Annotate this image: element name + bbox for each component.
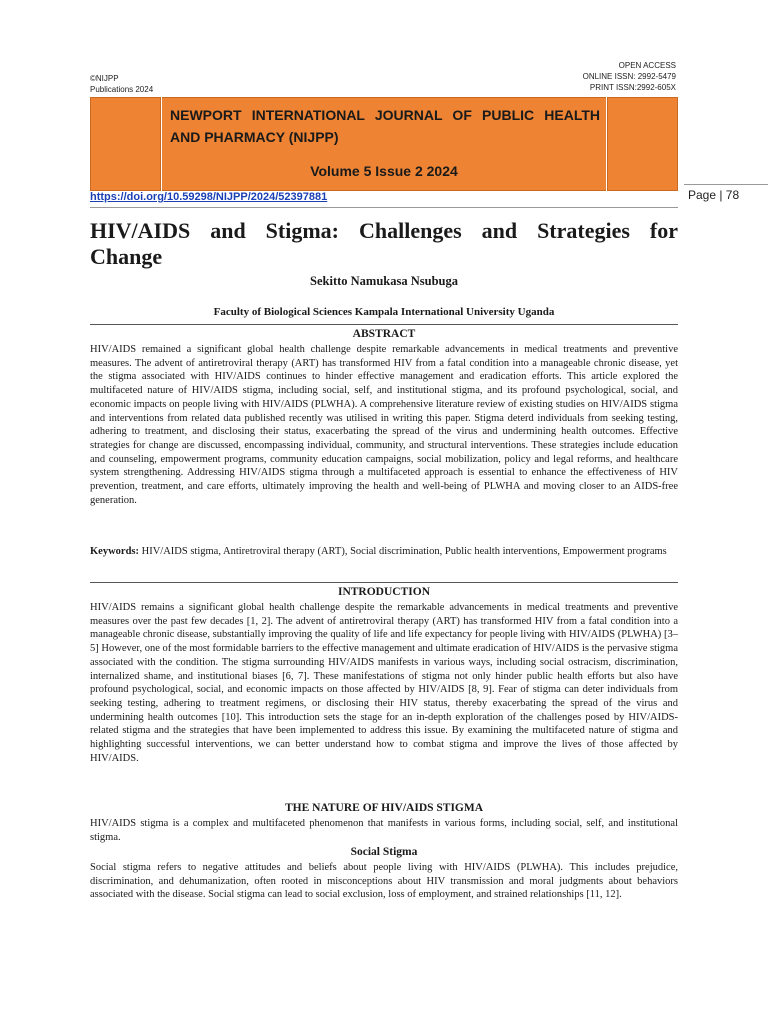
introduction-heading: INTRODUCTION bbox=[337, 586, 430, 598]
abstract-text: HIV/AIDS remained a significant global health challenge despite remarkable advancements in medical treatments and preventive measures. The advent of antiretroviral therapy (ART) has transformed HIV from a fatal condition into a manageable chronic disease, yet the stigma associated with HIV/AIDS continues to hinder effective management and eradication efforts. This article explored the multifaceted nature of HIV/AIDS stigma, including social, self, and institutional stigma, and its profound psychological, social, and economic impacts on people living with HIV/AIDS (PLWHA). A comprehensive literature review of existing studies on HIV/AIDS stigma and interventions from related data published recently was utilised in writing this paper. Stigma deterd individuals from seeking testing, adhering to treatment, and disclosing their status, exacerbating the spread of the virus and undermining health outcomes. Effective strategies for change are discussed, encompassing individual, community, and structural interventions. These strategies include education and counseling, empowerment programs, community education campaigns, social mobilization, policy and legal reforms, and healthcare system strengthening. Addressing HIV/AIDS stigma through a multifaceted approach is essential to enhance the effectiveness of HIV prevention, treatment, and care efforts, ultimately improving the health and well-being of PLWHA and moving closer to an AIDS-free generation. bbox=[90, 344, 678, 506]
introduction-text: HIV/AIDS remains a significant global health challenge despite the remarkable advancements in medical treatments and preventive measures over the past few decades [1, 2]. The advent of antiretroviral therapy (ART) has transformed HIV from a fatal condition into a manageable chronic disease, substantially improving the quality of life and life expectancy for people living with HIV/AIDS (PLWHA) [3–5] However, one of the most formidable barriers to the effective management and ultimate eradication of HIV/AIDS is the pervasive stigma associated with the condition. The stigma surrounding HIV/AIDS manifests in various ways, including social ostracism, discrimination, internalized shame, and institutional biases [6, 7]. These manifestations of stigma not only hinder public health efforts but also have profound psychological, social, and economic impacts on those affected by HIV/AIDS [8, 9]. Fear of stigma can deter individuals from seeking testing, adhering to treatment regimens, or disclosing their HIV status, thereby exacerbating the spread of the virus and undermining health outcomes [10]. This introduction sets the stage for an in-depth exploration of the challenges posed by HIV/AIDS-related stigma and the strategies that have been implemented to address this issue. By examining the multifaceted nature of stigma and highlighting successful interventions, we can better understand how to combat stigma and improve the lives of those affected by HIV/AIDS. bbox=[90, 602, 678, 764]
social-stigma-text: Social stigma refers to negative attitudes and beliefs about people living with HIV/AIDS (PLWHA). This includes prejudice, discrimination, and dehumanization, often rooted in misconceptions about HIV transmission and moral judgments about behaviors associated with the disease. Social stigma can lead to social exclusion, loss of employment, and strained relationships [11, 12]. bbox=[90, 862, 678, 901]
publisher-year: Publications 2024 bbox=[90, 85, 154, 94]
abstract-bottom-rule bbox=[90, 582, 678, 583]
journal-band-left bbox=[90, 97, 161, 191]
keywords-text: HIV/AIDS stigma, Antiretroviral therapy (ART), Social discrimination, Public health interventions, Empowerment programs bbox=[141, 546, 667, 557]
publisher-copyright: ©NIJPP bbox=[90, 74, 119, 83]
article-title: HIV/AIDS and Stigma: Challenges and Strategies for Change bbox=[90, 218, 678, 269]
keywords-label: Keywords: bbox=[90, 546, 139, 557]
journal-volume: Volume 5 Issue 2 2024 bbox=[310, 163, 458, 179]
open-access-label: OPEN ACCESS bbox=[618, 61, 676, 70]
doi-link[interactable]: https://doi.org/10.59298/NIJPP/2024/52397881 bbox=[90, 191, 328, 203]
doi-divider bbox=[90, 207, 678, 208]
nature-heading: THE NATURE OF HIV/AIDS STIGMA bbox=[284, 802, 484, 814]
keywords bbox=[90, 545, 678, 559]
abstract-top-rule bbox=[90, 324, 678, 325]
journal-title: NEWPORT INTERNATIONAL JOURNAL OF PUBLIC HEALTH AND PHARMACY (NIJPP) bbox=[170, 107, 600, 145]
publisher-block bbox=[90, 73, 153, 95]
issn-block bbox=[583, 60, 676, 93]
social-stigma-heading: Social Stigma bbox=[350, 846, 418, 858]
online-issn: ONLINE ISSN: 2992-5479 bbox=[582, 72, 676, 81]
journal-band-right bbox=[607, 97, 678, 191]
print-issn: PRINT ISSN:2992-605X bbox=[589, 83, 676, 92]
article-author: Sekitto Namukasa Nsubuga bbox=[310, 274, 458, 288]
page-number-rule bbox=[684, 184, 768, 185]
abstract-heading: ABSTRACT bbox=[352, 328, 416, 340]
nature-text: HIV/AIDS stigma is a complex and multifaceted phenomenon that manifests in various forms, including social, self, and institutional stigma. bbox=[90, 818, 678, 843]
page-number: Page | 78 bbox=[688, 188, 740, 202]
author-affiliation: Faculty of Biological Sciences Kampala International University Uganda bbox=[213, 306, 555, 318]
